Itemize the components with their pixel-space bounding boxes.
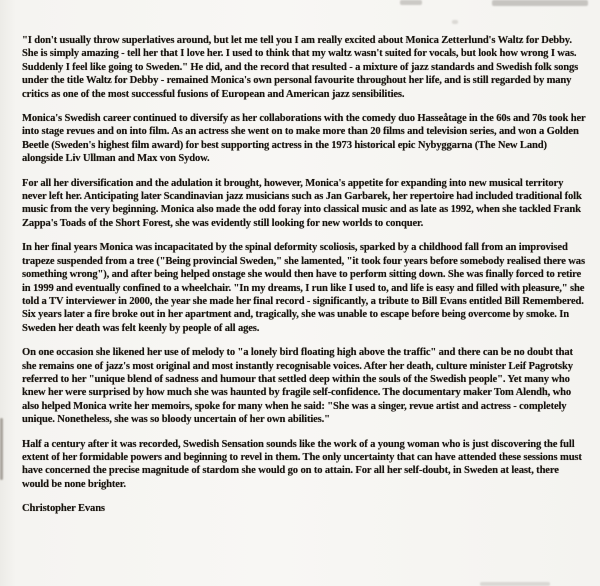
- liner-notes-text: [22, 34, 588, 527]
- paragraph: Monica's Swedish career continued to diversify as her collaborations with the comedy duo Hasseåtage in the 60s and 70s took her into stage revues and on into film. As an actress she went on to make more than 20 films and television series, and won a Golden Beetle (Sweden's highest film award) for best supporting actress in the 1973 historical epic Nybyggarna (The New Land) alongside Liv Ullman and Max von Sydow.: [22, 113, 586, 165]
- scan-artifact: [492, 0, 588, 6]
- paragraph: On one occasion she likened her use of melody to "a lonely bird floating high above the traffic" and there can be no doubt that she remains one of jazz's most original and most instantly recognisable voices. After her death, culture minister Leif Pagrotsky referred to her "unique blend of sadness and humour that settled deep within the souls of the Swedish people". Yet many who knew her were surprised by how much she was haunted by fragile self-confidence. The documentary maker Tom Alendh, who also helped Monica write her memoirs, spoke for many when he said: "She was a singer, revue artist and actress - completely unique. Nonetheless, she was so bloody uncertain of her own abilities.": [22, 347, 573, 426]
- paragraph: Half a century after it was recorded, Swedish Sensation sounds like the work of a young woman who is just discovering the full extent of her formidable powers and beginning to revel in them. The only uncertainty that can have attended these sessions must have concerned the precise magnitude of stardom she would go on to attain. For all her self-doubt, in Sweden at least, there would be none brighter.: [22, 438, 582, 490]
- paragraph: In her final years Monica was incapacitated by the spinal deformity scoliosis, sparked by a childhood fall from an improvised trapeze suspended from a tree ("Being provincial Sweden," she lamented, "it took four years before somebody realised there was something wrong"), and after being helped onstage she would then have to perform sitting down. She was finally forced to retire in 1999 and eventually confined to a wheelchair. "In my dreams, I run like I used to, and life is easy and filled with pleasure," she told a TV interviewer in 2000, the year she made her final record - significantly, a tribute to Bill Evans entitled Bill Remembered. Six years later a fire broke out in her apartment and, tragically, she was unable to escape before being overcome by smoke. In Sweden her death was felt keenly by people of all ages.: [22, 242, 585, 334]
- scan-artifact: [0, 418, 3, 480]
- scan-artifact: [452, 20, 458, 24]
- paragraph: "I don't usually throw superlatives around, but let me tell you I am really excited about Monica Zetterlund's Waltz for Debby. She is simply amazing - tell her that I love her. I used to think that my waltz wasn't suited for vocals, but look how wrong I was. Suddenly I feel like going to Sweden." He did, and the record that resulted - a mixture of jazz standards and Swedish folk songs under the title Waltz for Debby - remained Monica's own personal favourite throughout her life, and is still regarded by many critics as one of the most successful fusions of European and American jazz sensibilities.: [22, 35, 579, 100]
- scan-artifact: [480, 582, 550, 586]
- author-signature: Christopher Evans: [22, 503, 105, 515]
- paragraph: For all her diversification and the adulation it brought, however, Monica's appetite for expanding into new musical territory never left her. Anticipating later Scandinavian jazz musicians such as Jan Garbarek, her repertoire had included traditional folk music from the very beginning. Monica also made the odd foray into classical music and as late as 1992, when she tackled Frank Zappa's Toads of the Short Forest, she was evidently still looking for new worlds to conquer.: [22, 177, 582, 229]
- scan-artifact: [400, 0, 422, 5]
